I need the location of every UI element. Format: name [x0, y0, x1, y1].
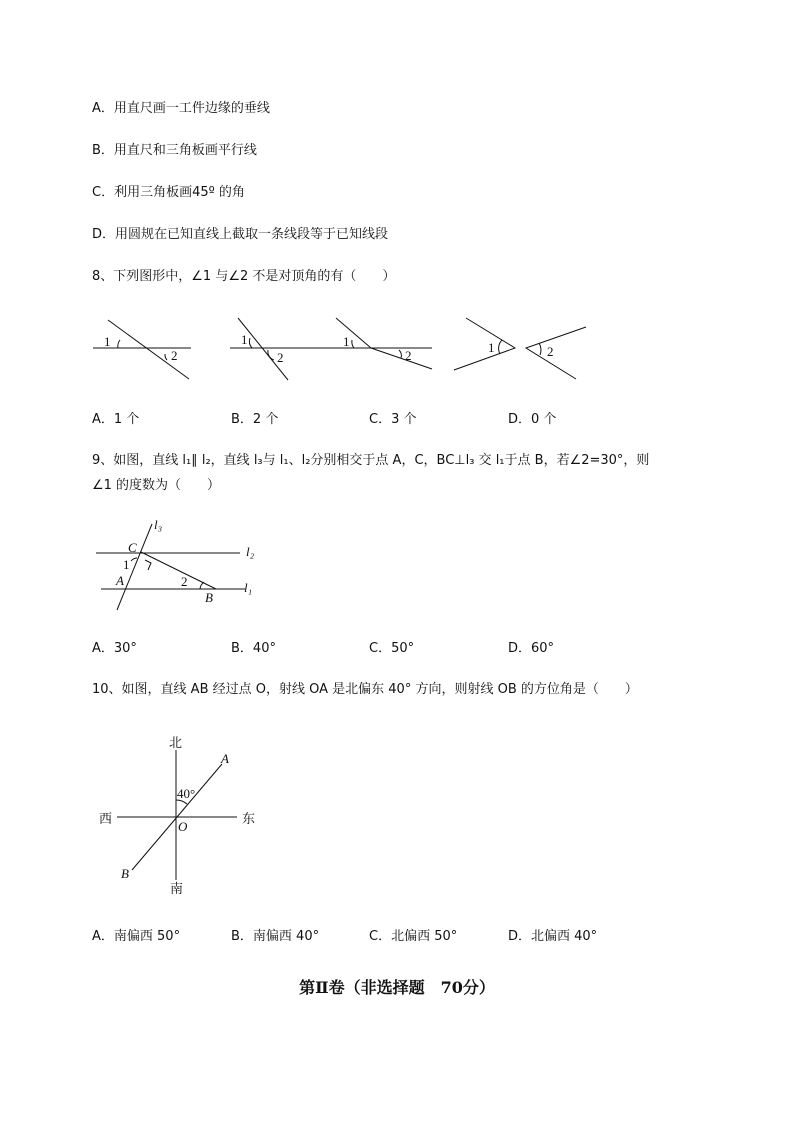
q7-option-b: B．用直尺和三角板画平行线: [92, 143, 257, 158]
q9-label-c: C: [128, 540, 137, 555]
q10-label-b: B: [121, 866, 129, 881]
q8-figures: [88, 312, 598, 384]
q9-label-l1: l₁: [244, 580, 253, 595]
q10-option-a: A．南偏西 50°: [92, 929, 181, 944]
q8-figure-2: [230, 318, 324, 380]
q7-option-a: A．用直尺画一工件边缘的垂线: [92, 101, 270, 116]
q10-label-angle: 40°: [177, 786, 196, 801]
q10-figure: [92, 730, 272, 900]
q8-figure-4: [454, 318, 586, 379]
q9-label-b: B: [205, 590, 213, 605]
q10-stem: 10、如图，直线 AB 经过点 O，射线 OA 是北偏东 40° 方向，则射线 OB 的方位角是（ ）: [92, 682, 638, 697]
q8-stem: 8、下列图形中，∠1 与∠2 不是对顶角的有（ ）: [92, 269, 396, 284]
q9-label-l3: l₃: [154, 517, 163, 532]
q8-fig4-angle1-label: 1: [488, 340, 495, 355]
q9-figure: [92, 518, 272, 608]
q10-option-b: B．南偏西 40°: [231, 929, 320, 944]
q10-label-west: 西: [99, 812, 113, 827]
q8-fig3-angle1-label: 1: [343, 334, 350, 349]
q8-figure-3: [322, 318, 432, 369]
q10-label-a: A: [221, 751, 229, 766]
q9-option-c: C．50°: [369, 641, 415, 656]
q9-label-a: A: [116, 573, 124, 588]
q9-label-angle1: 1: [123, 557, 130, 572]
q9-right-angle-mark: [145, 560, 151, 570]
q9-stem-line2: ∠1 的度数为（ ）: [92, 478, 221, 493]
q9-label-l2: l₂: [246, 544, 255, 559]
q10-label-south: 南: [170, 882, 184, 897]
q7-option-d: D．用圆规在已知直线上截取一条线段等于已知线段: [92, 227, 389, 242]
q8-option-a: A．1 个: [92, 412, 140, 427]
q9-option-d: D．60°: [508, 641, 555, 656]
q9-option-a: A．30°: [92, 641, 137, 656]
q8-figure-1: [93, 320, 191, 379]
q8-option-c: C．3 个: [369, 412, 417, 427]
q10-label-north: 北: [169, 736, 183, 751]
section-title: 第Ⅱ卷（非选择题 70分）: [299, 978, 495, 997]
q7-option-c: C．利用三角板画45º 的角: [92, 185, 245, 200]
q8-fig2-angle1-label: 1: [241, 332, 248, 347]
q8-fig2-angle2-label: 2: [277, 350, 284, 365]
q10-option-d: D．北偏西 40°: [508, 929, 598, 944]
q8-option-d: D．0 个: [508, 412, 557, 427]
q8-fig4-angle2-label: 2: [547, 344, 554, 359]
q9-label-angle2: 2: [181, 574, 188, 589]
q9-segment-bc: [141, 552, 216, 589]
q8-fig3-angle2-label: 2: [405, 348, 412, 363]
q9-stem-line1: 9、如图，直线 l₁∥ l₂，直线 l₃与 l₁、l₂分别相交于点 A，C，BC⊥l₃ 交 l₁于点 B，若∠2=30°，则: [92, 453, 650, 468]
q10-option-c: C．北偏西 50°: [369, 929, 458, 944]
q9-option-b: B．40°: [231, 641, 276, 656]
q10-label-o: O: [178, 819, 188, 834]
q8-fig1-angle1-label: 1: [104, 334, 111, 349]
q8-option-b: B．2 个: [231, 412, 279, 427]
q10-label-east: 东: [242, 812, 256, 827]
q8-fig1-angle2-label: 2: [171, 348, 178, 363]
